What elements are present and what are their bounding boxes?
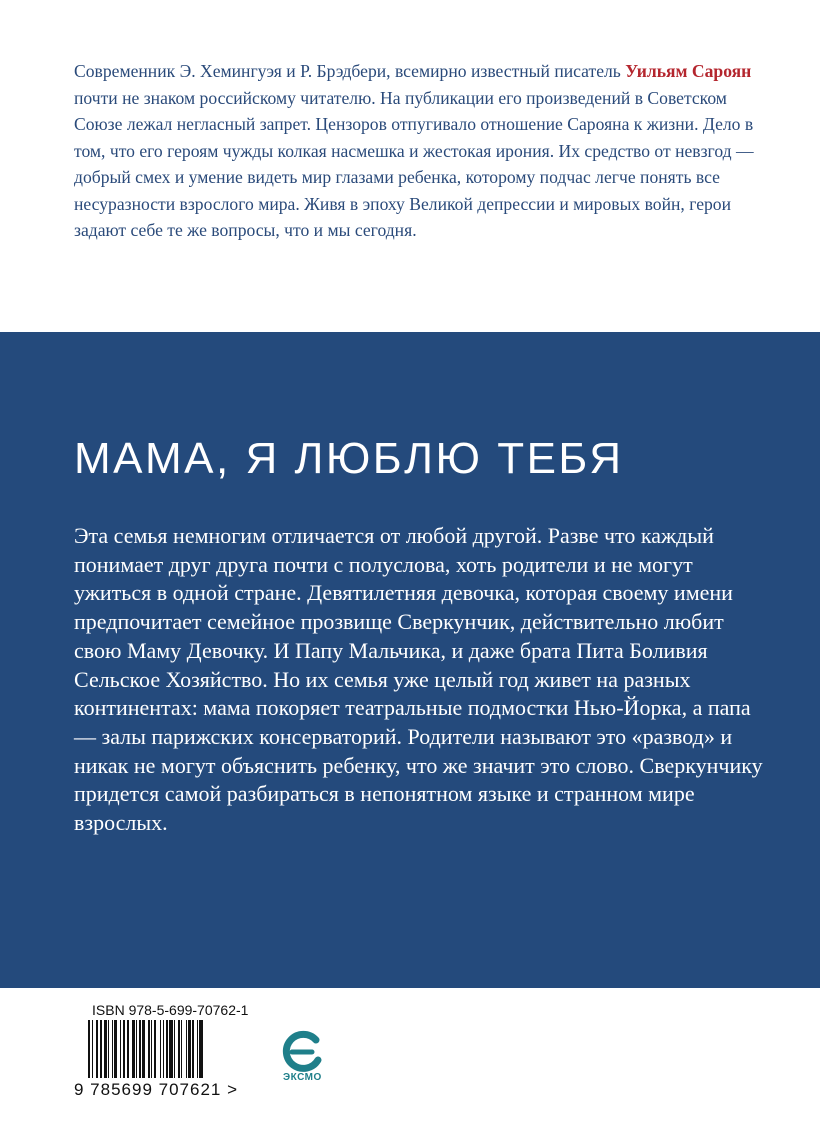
eksmo-logo-icon: [278, 1026, 328, 1076]
author-name: Уильям Сароян: [625, 61, 752, 81]
barcode-icon: [88, 1020, 252, 1078]
barcode-bars: [88, 1020, 252, 1078]
footer-section: [0, 988, 820, 1145]
intro-paragraph: [74, 58, 774, 244]
annotation-text: Эта семья немногим отличается от любой другой. Разве что каждый понимает друг друга почти с полуслова, хоть родители и не могут ужиться в одной стране. Девятилетняя девочка, которая своему имени предпочитает семейное прозвище Сверкунчик, действительно любит свою Маму Девочку. И Папу Мальчика, и даже брата Пита Боливия Сельское Хозяйство. Но их семья уже целый год живет на разных континентах: мама покоряет театральные подмостки Нью-Йорка, а папа — залы парижских консерваторий. Родители называют это «развод» и никак не могут объяснить ребенку, что же значит это слово. Сверкунчику придется самой разбираться в непонятном языке и странном мире взрослых.: [74, 523, 763, 836]
barcode-digits: 9 785699 707621 >: [74, 1080, 239, 1099]
publisher-name: ЭКСМО: [283, 1072, 322, 1083]
book-title: МАМА, Я ЛЮБЛЮ ТЕБЯ: [74, 434, 624, 483]
isbn-label: ISBN 978-5-699-70762-1: [92, 1002, 249, 1018]
annotation-panel: [0, 332, 820, 988]
intro-section: [0, 0, 820, 332]
intro-text-start: Современник Э. Хемингуэя и Р. Брэдбери, всемирно известный писатель: [74, 61, 626, 81]
barcode-bar: [203, 1020, 204, 1078]
intro-text-end: почти не знаком российскому читателю. На публикации его произведений в Советском Союзе лежал негласный запрет. Цензоров отпугивало отношение Сарояна к жизни. Дело в том, что его героям чужды колкая насмешка и жестокая ирония. Их средство от невзгод — добрый смех и умение видеть мир глазами ребенка, которому подчас легче понять все несуразности взрослого мира. Живя в эпоху Великой депрессии и мировых войн, герои задают себе те же вопросы, что и мы сегодня.: [74, 87, 754, 240]
